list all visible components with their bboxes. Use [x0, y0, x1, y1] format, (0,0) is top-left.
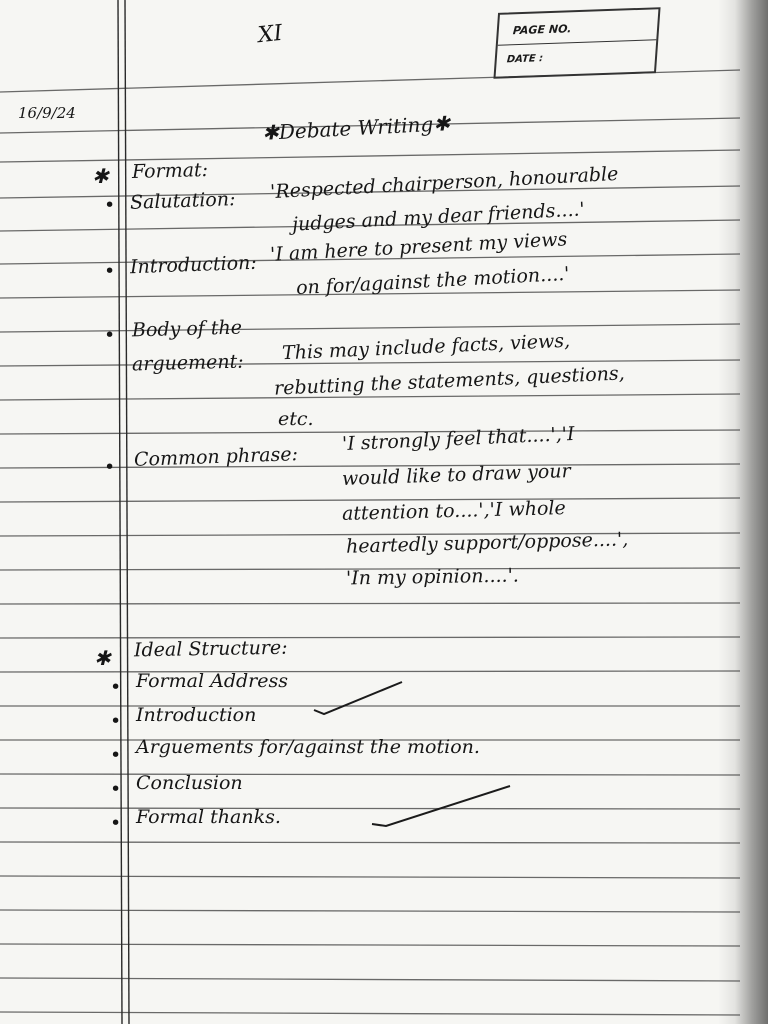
ideal-structure-heading: Ideal Structure:: [133, 636, 288, 662]
class-label: XI: [256, 20, 284, 49]
introduction-line-2: on for/against the motion....': [295, 262, 570, 300]
bullet-icon: •: [110, 710, 122, 732]
structure-item: Conclusion: [136, 772, 243, 794]
body-line-2: rebutting the statements, questions,: [273, 362, 626, 400]
common-phrase-line-4: heartedly support/oppose....',: [345, 528, 629, 558]
check-mark-icon: [310, 676, 410, 716]
page-box-divider: [498, 39, 657, 46]
body-label-line-1: Body of the: [131, 316, 243, 342]
common-phrase-line-1: 'I strongly feel that....','I: [341, 422, 575, 456]
note-date: 16/9/24: [18, 104, 76, 122]
date-label: DATE :: [506, 53, 544, 66]
bullet-icon: •: [110, 812, 122, 834]
bullet-icon: •: [110, 744, 122, 766]
body-line-1: This may include facts, views,: [281, 329, 571, 365]
note-title: ✱Debate Writing✱: [261, 111, 451, 145]
star-bullet-icon: ✱: [94, 646, 111, 670]
structure-item: Formal thanks.: [136, 806, 281, 828]
star-bullet-icon: ✱: [92, 164, 109, 188]
bullet-icon: •: [104, 194, 116, 216]
bullet-icon: •: [104, 260, 116, 282]
page-number-box: [493, 7, 660, 79]
common-phrase-line-5: 'In my opinion....'.: [345, 564, 520, 590]
format-heading: Format:: [131, 159, 209, 183]
introduction-label: Introduction:: [129, 251, 258, 279]
check-mark-icon: [368, 782, 518, 830]
body-label-line-2: arguement:: [131, 350, 244, 376]
structure-item: Arguements for/against the motion.: [136, 736, 480, 758]
bullet-icon: •: [110, 778, 122, 800]
salutation-line-2: judges and my dear friends....': [291, 198, 586, 236]
bullet-icon: •: [110, 676, 122, 698]
bullet-icon: •: [104, 456, 116, 478]
common-phrase-line-2: would like to draw your: [341, 460, 571, 490]
salutation-line-1: 'Respected chairperson, honourable: [269, 162, 619, 204]
body-line-3: etc.: [278, 408, 314, 430]
structure-item: Formal Address: [136, 670, 288, 692]
structure-item: Introduction: [136, 704, 257, 726]
salutation-label: Salutation:: [129, 188, 236, 214]
page-no-label: PAGE NO.: [512, 22, 572, 38]
introduction-line-1: 'I am here to present my views: [269, 228, 568, 266]
bullet-icon: •: [104, 324, 116, 346]
common-phrase-label: Common phrase:: [133, 443, 299, 471]
common-phrase-line-3: attention to....','I whole: [341, 497, 566, 525]
